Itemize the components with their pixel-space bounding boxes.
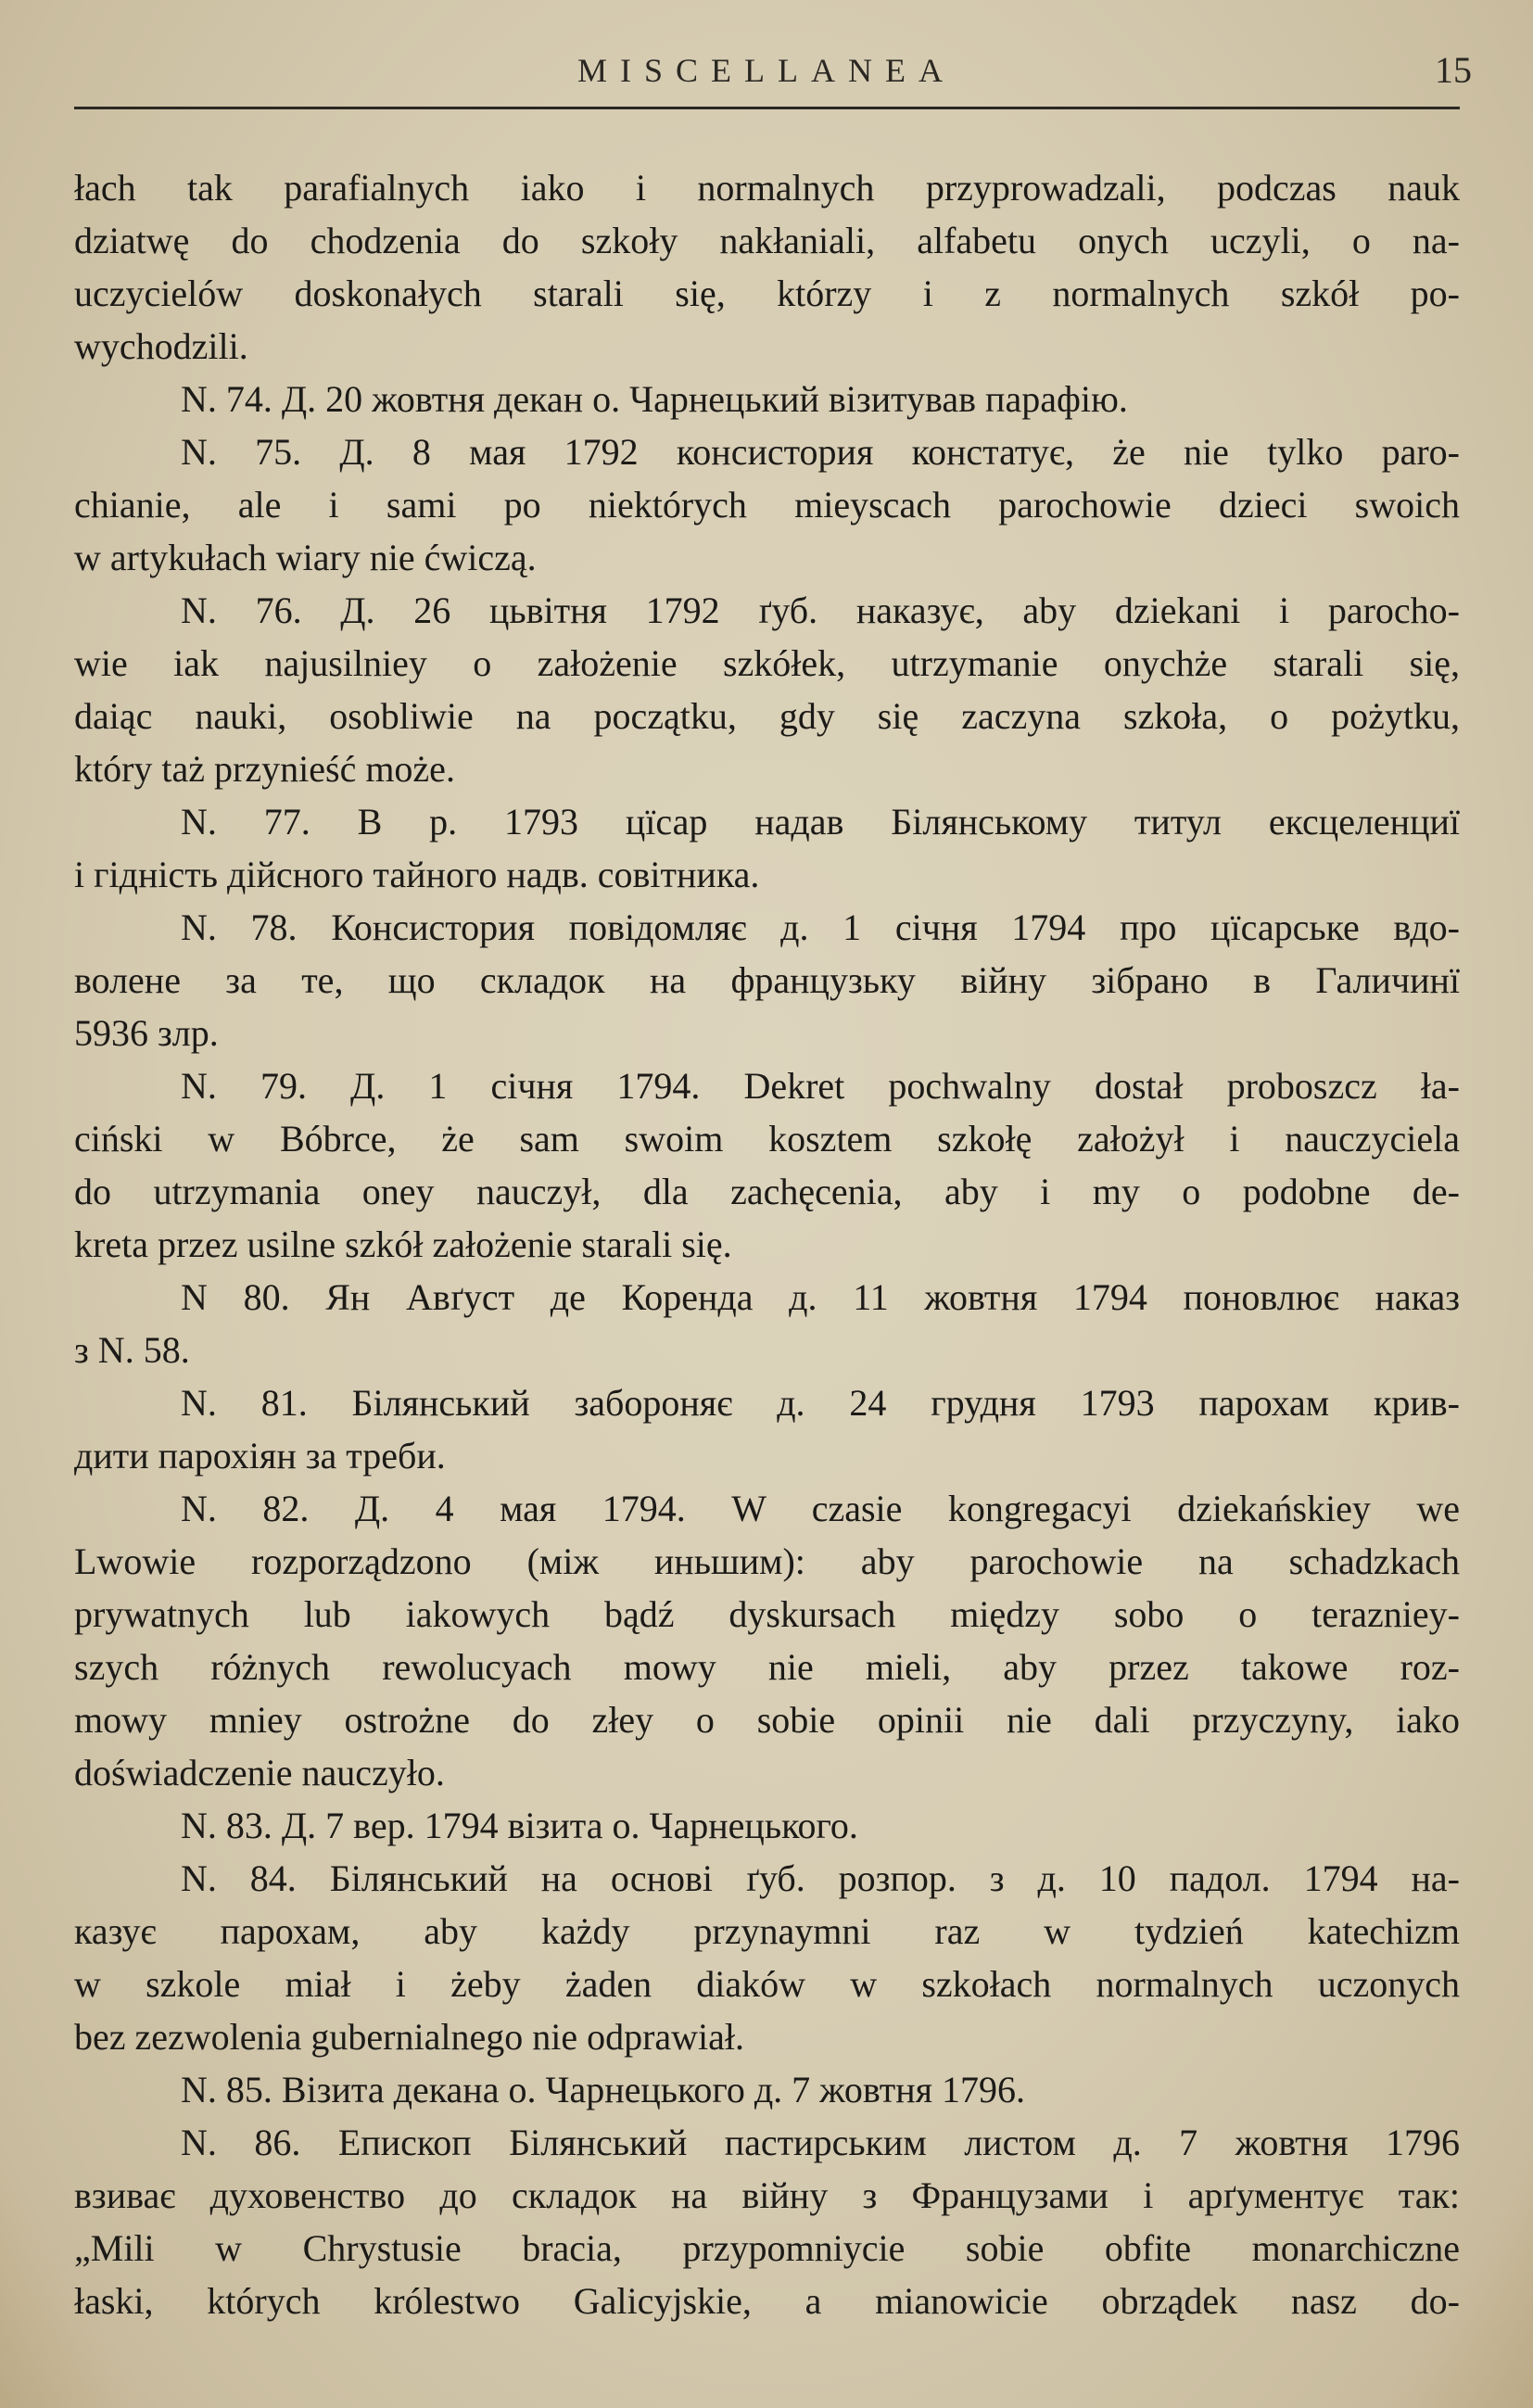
text-line: doświadczenie nauczyło.	[74, 1752, 445, 1793]
paragraph-n75	[74, 425, 1460, 584]
text-line: N 80. Ян Авґуст де Коренда д. 11 жовтня 1794 поновлює наказ	[181, 1276, 1460, 1318]
text-line: N. 86. Епископ Білянський пастирським листом д. 7 жовтня 1796	[181, 2122, 1460, 2163]
text-line: „Mili w Chrystusie bracia, przypomniycie sobie obfite monarchiczne	[74, 2227, 1460, 2269]
page-number: 15	[1435, 49, 1472, 91]
paragraph-n82	[74, 1482, 1460, 1799]
text-line: з N. 58.	[74, 1329, 190, 1371]
text-line: w artykułach wiary nie ćwiczą.	[74, 537, 537, 578]
text-line: chianie, ale i sami po niektórych mieyscach parochowie dzieci swoich	[74, 484, 1460, 526]
paragraph	[74, 161, 1460, 373]
text-line: w szkole miał i żeby żaden diaków w szkołach normalnych uczonych	[74, 1963, 1460, 2005]
text-line: взиває духовенство до складок на війну з Французами і арґументує так:	[74, 2174, 1460, 2216]
text-line: N. 84. Білянський на основі ґуб. розпор. з д. 10 падол. 1794 на-	[181, 1857, 1460, 1899]
text-line: ciński w Bóbrce, że sam swoim kosztem szkołę założył i nauczyciela	[74, 1118, 1460, 1160]
body-text	[74, 161, 1460, 2327]
text-line: mowy mniey ostrożne do złey o sobie opinii nie dali przyczyny, iako	[74, 1699, 1460, 1741]
text-line: bez zezwolenia gubernialnego nie odprawiał.	[74, 2016, 745, 2058]
paragraph-n79	[74, 1059, 1460, 1271]
paragraph-n86	[74, 2116, 1460, 2327]
paragraph-n85	[74, 2063, 1460, 2116]
text-line: N. 83. Д. 7 вер. 1794 візита о. Чарнецького.	[181, 1805, 858, 1846]
text-line: N. 77. В р. 1793 цїсар надав Білянському титул ексцеленциї	[181, 801, 1460, 843]
text-line: dziatwę do chodzenia do szkoły nakłaniali, alfabetu onych uczyli, o na-	[74, 220, 1460, 261]
paragraph-n84	[74, 1852, 1460, 2063]
text-line: wychodzili.	[74, 325, 248, 367]
text-line: wie iak najusilniey o założenie szkółek, utrzymanie onychże starali się,	[74, 642, 1460, 684]
text-line: і гідність дійсного тайного надв. совітника.	[74, 854, 760, 895]
text-line: N. 82. Д. 4 мая 1794. W czasie kongregacyi dziekańskiey we	[181, 1488, 1460, 1529]
text-line: N. 78. Консистория повідомляє д. 1 січня 1794 про цїсарське вдо-	[181, 906, 1460, 948]
text-line: волене за те, що складок на французьку війну зібрано в Галичинї	[74, 959, 1460, 1001]
header-rule	[74, 107, 1460, 109]
text-line: казує парохам, aby każdy przynaymni raz w tydzień katechizm	[74, 1910, 1460, 1952]
text-line: N. 85. Візита декана о. Чарнецького д. 7 жовтня 1796.	[181, 2069, 1025, 2110]
paragraph-n80	[74, 1271, 1460, 1376]
paragraph-n77	[74, 795, 1460, 901]
text-line: uczycielów doskonałych starali się, którzy i z normalnych szkół po-	[74, 272, 1460, 314]
text-line: kreta przez usilne szkół założenie starali się.	[74, 1223, 732, 1265]
text-line: дити парохіян за треби.	[74, 1435, 446, 1476]
paragraph-n78	[74, 901, 1460, 1059]
text-line: łach tak parafialnych iako i normalnych przyprowadzali, podczas nauk	[74, 167, 1460, 209]
text-line: który taż przynieść może.	[74, 748, 455, 790]
text-line: N. 81. Білянський забороняє д. 24 грудня 1793 парохам крив-	[181, 1382, 1460, 1424]
text-line: prywatnych lub iakowych bądź dyskursach między sobo o terazniey-	[74, 1593, 1460, 1635]
text-line: szych różnych rewolucyach mowy nie mieli, aby przez takowe roz-	[74, 1646, 1460, 1688]
paragraph-n74	[74, 373, 1460, 425]
text-line: 5936 злр.	[74, 1012, 219, 1054]
paragraph-n76	[74, 584, 1460, 795]
paragraph-n81	[74, 1376, 1460, 1482]
text-line: N. 79. Д. 1 січня 1794. Dekret pochwalny dostał proboszcz ła-	[181, 1065, 1460, 1107]
text-line: łaski, których królestwo Galicyjskie, a mianowicie obrządek nasz do-	[74, 2280, 1460, 2322]
text-line: N. 74. Д. 20 жовтня декан о. Чарнецький візитував парафію.	[181, 378, 1128, 420]
running-header: MISCELLANEA	[577, 52, 956, 89]
text-line: Lwowie rozporządzono (між иньшим): aby parochowie na schadzkach	[74, 1540, 1460, 1582]
text-line: do utrzymania oney nauczył, dla zachęcenia, aby i my o podobne de-	[74, 1171, 1460, 1212]
text-line: N. 76. Д. 26 цьвітня 1792 ґуб. наказує, aby dziekani i parocho-	[181, 589, 1460, 631]
text-line: daiąc nauki, osobliwie na początku, gdy się zaczyna szkoła, o pożytku,	[74, 695, 1460, 737]
text-line: N. 75. Д. 8 мая 1792 консистория констатує, że nie tylko paro-	[181, 431, 1460, 473]
paragraph-n83	[74, 1799, 1460, 1852]
